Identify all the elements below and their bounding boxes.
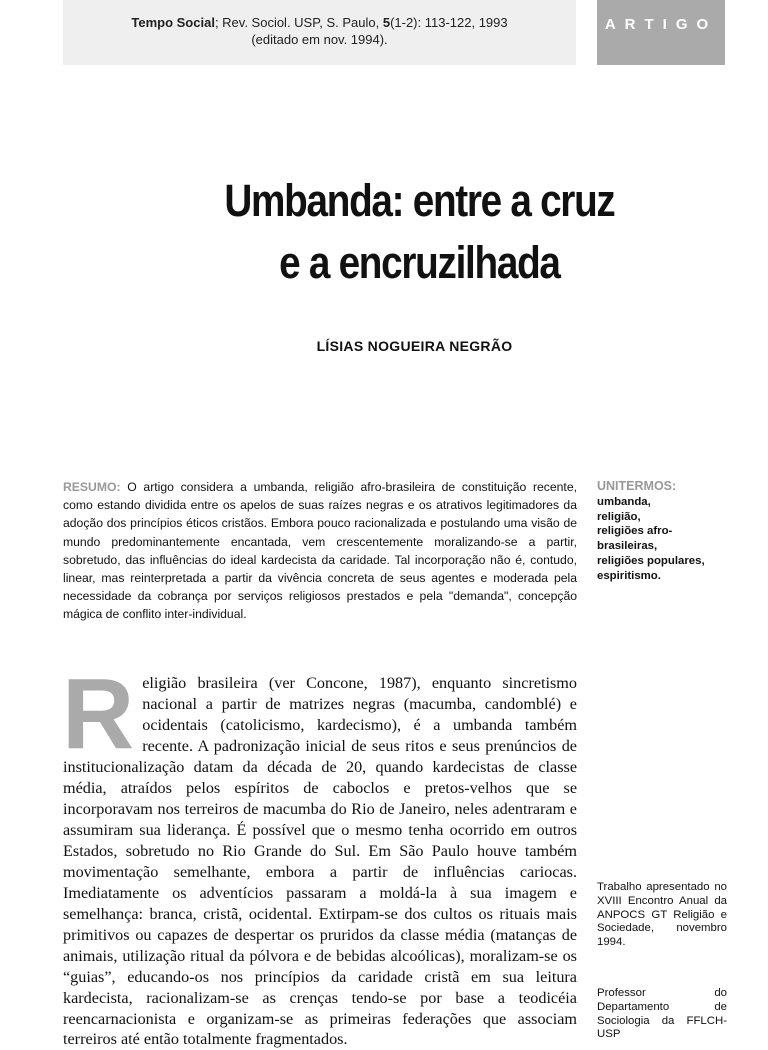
- author-name: LÍSIAS NOGUEIRA NEGRÃO: [316, 338, 513, 354]
- abstract: [63, 478, 577, 624]
- keyword-item: espiritismo.: [597, 569, 661, 582]
- keyword-item: religião,: [597, 510, 641, 523]
- article-title: [113, 170, 726, 294]
- citation-text: ; Rev. Sociol. USP, S. Paulo,: [214, 15, 383, 30]
- keyword-item: religiões populares,: [597, 554, 705, 567]
- title-line-1: Umbanda: entre a cruz: [224, 175, 615, 226]
- keyword-item: religiões afro-: [597, 525, 673, 538]
- edition-note: (editado em nov. 1994).: [251, 32, 388, 47]
- journal-citation: [63, 14, 576, 48]
- title-line-2: e a encruzilhada: [279, 237, 560, 288]
- section-tag: ARTIGO: [597, 0, 725, 65]
- footnote-author: Professor do Departamento de Sociologia da FFLCH-USP: [597, 987, 727, 1041]
- body-text: eligião brasileira (ver Concone, 1987), enquanto sincretismo nacional a partir de matrizes negras (macumba, candomblé) e ocidentais (catolicismo, kardecismo), é a umbanda também recente. A padronização inicial de seus ritos e seus prenúncios de institucionalização datam da década de 20, quando kardecistas de classe média, atraídos pelos espíritos de caboclos e pretos-velhos que se incorporavam nos terreiros de macumba do Rio de Janeiro, neles adentraram e assumiram sua liderança. É possível que o mesmo tenha ocorrido em outros Estados, sobretudo no Rio Grande do Sul. Em São Paulo houve também movimentação semelhante, embora a partir de influências cariocas. Imediatamente os adventícios passaram a moldá-la à sua imagem e semelhança: branca, cristã, ocidental. Extirpam-se dos cultos os rituais mais primitivos ou capazes de despertar os pruridos da classe média (matanças de animais, utilização ritual da pólvora e de bebidas alcoólicas), moralizam-se os “guias”, educando-os nos princípios da caridade cristã em sua leitura kardecista, racionalizam-se as crenças tendo-se por base a teodicéia reencarnacionista e organizam-se as primeiras federações que associam terreiros até então totalmente fragmentados.: [63, 674, 577, 1049]
- keywords-label: UNITERMOS:: [597, 479, 677, 493]
- citation-volume: 5: [382, 15, 391, 30]
- journal-name: Tempo Social: [131, 15, 215, 30]
- keyword-item: umbanda,: [597, 496, 651, 508]
- abstract-label: RESUMO:: [63, 480, 121, 494]
- keyword-item: brasileiras,: [597, 540, 658, 553]
- footnote-presentation: Trabalho apresentado no XVIII Encontro Anual da ANPOCS GT Religião e Sociedade, novembro 1994.: [597, 881, 727, 949]
- abstract-text: O artigo considera a umbanda, religião afro-brasileira de constituição recente, como estando dividida entre os apelos de suas raízes negras e os atrativos legitimadores da adoção dos princípios éticos cristãos. Embora pouco racionalizada e postulando uma visão de mundo predominantemente encantada, vem crescentemente moralizando-se a partir, sobretudo, das influências do ideal kardecista da caridade. Tal incorporação não é, contudo, linear, mas reinterpretada a partir da vivência concreta de seus agentes e moderada pela necessidade da cobrança por serviços religiosos prestados e pela "demanda", concepção mágica de conflito inter-individual.: [63, 480, 577, 622]
- body-paragraph: [62, 658, 577, 1050]
- drop-cap: R: [62, 658, 135, 770]
- citation-issue: (1-2): 113-122, 1993: [390, 15, 508, 30]
- keywords-list: [597, 495, 747, 583]
